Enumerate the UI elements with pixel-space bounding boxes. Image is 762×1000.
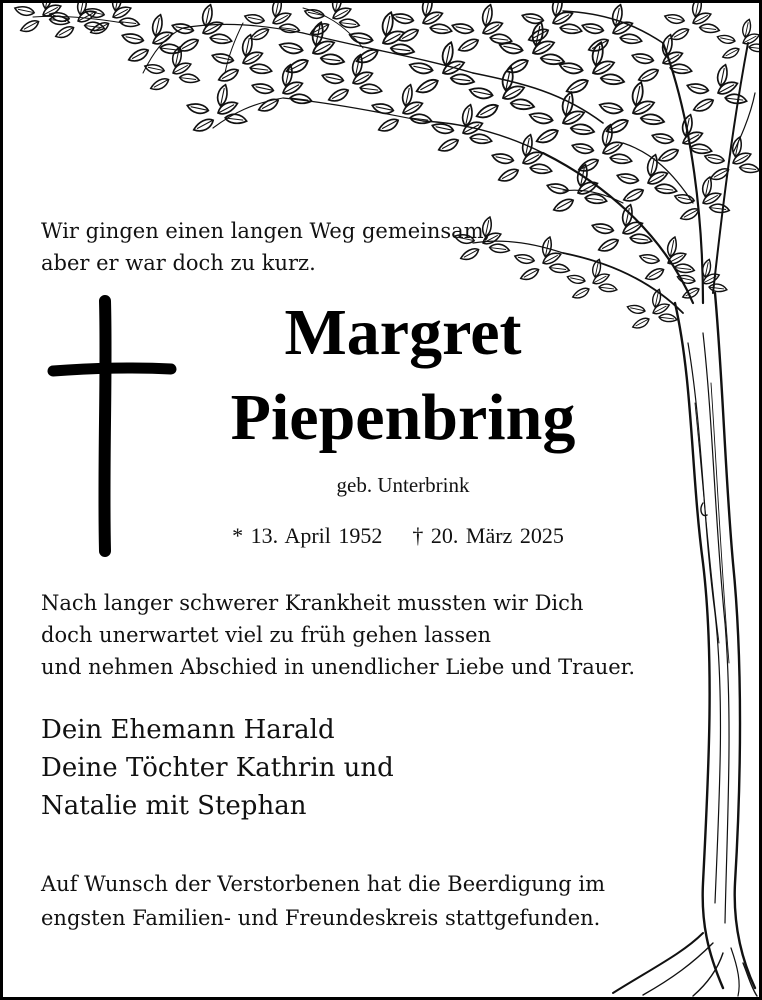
deceased-last-name: Piepenbring xyxy=(230,381,576,454)
mourner-line: Dein Ehemann Harald xyxy=(41,715,335,745)
message-line: Nach langer schwerer Krankheit mussten wir Dich xyxy=(41,591,584,615)
message-line: und nehmen Abschied in unendlicher Liebe und Trauer. xyxy=(41,655,636,679)
birth-name: geb. Unterbrink xyxy=(336,473,470,497)
verse-line: aber er war doch zu kurz. xyxy=(41,251,316,275)
birth-date: * 13. April 1952 xyxy=(232,523,383,548)
verse-line: Wir gingen einen langen Weg gemeinsam, xyxy=(41,219,491,243)
cross-icon xyxy=(47,295,177,557)
message-line: doch unerwartet viel zu früh gehen lassen xyxy=(41,623,492,647)
opening-verse xyxy=(41,215,581,279)
mourner-line: Deine Töchter Kathrin und xyxy=(41,753,394,783)
note-line: engsten Familien- und Freundeskreis stattgefunden. xyxy=(41,906,601,930)
mourner-line: Natalie mit Stephan xyxy=(41,791,307,821)
note-line: Auf Wunsch der Verstorbenen hat die Beerdigung im xyxy=(41,872,606,896)
mourners-list xyxy=(41,711,561,825)
death-date: † 20. März 2025 xyxy=(412,523,564,548)
life-dates xyxy=(153,521,643,551)
farewell-message xyxy=(41,587,691,683)
funeral-note xyxy=(41,867,661,935)
deceased-first-name: Margret xyxy=(284,296,522,369)
